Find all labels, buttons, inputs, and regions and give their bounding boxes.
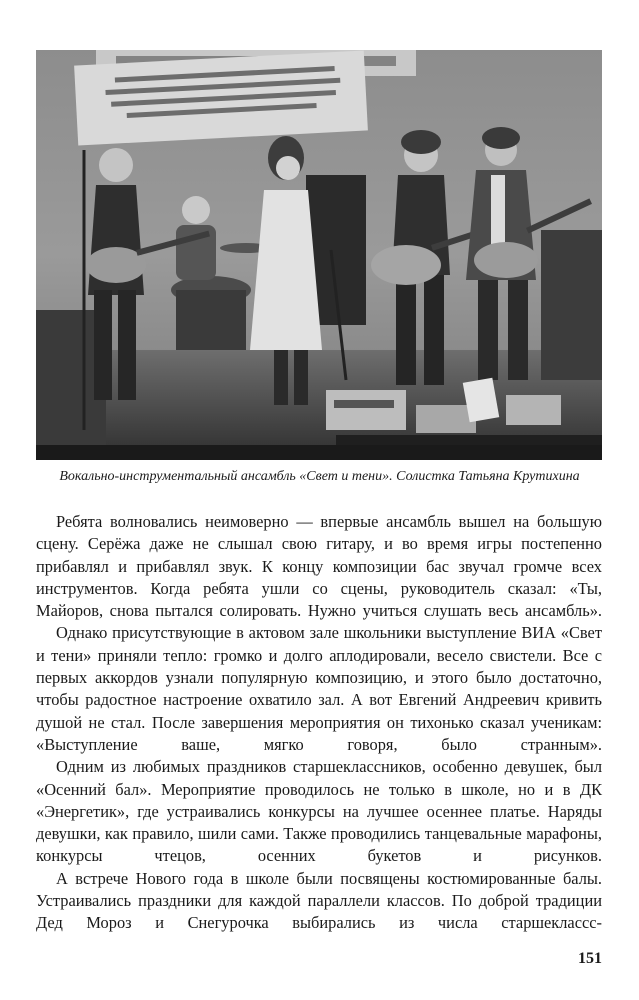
paragraph: А встрече Нового года в школе были посвящены костюмированные балы. Устраивались праздники для каждой параллели классов. По доброй традиции Дед Мороз и Снегурочка выбирались из числа старшеклассс- <box>36 868 602 933</box>
band-photo-illustration <box>36 50 602 460</box>
page-number: 151 <box>578 950 602 967</box>
paragraph: Одним из любимых праздников старшеклассников, особенно девушек, был «Осенний бал». Мероприятие проводилось не только в школе, но и в ДК «Энергетик», где устраивались конкурсы на лучшее осеннее платье. Наряды девушки, как правило, шили сами. Также проводились танцевальные марафоны, конкурсы чтецов, осенних букетов и рисунков. <box>36 757 602 866</box>
photo-caption: Вокально-инструментальный ансамбль «Свет и тени». Солистка Татьяна Крутихина <box>59 469 580 484</box>
paragraph: Однако присутствующие в актовом зале школьники выступление ВИА «Свет и тени» приняли тепло: громко и долго аплодировали, весело свистели. Все с первых аккордов узнали популярную композицию, и этого было достаточно, чтобы радостное настроение охватило зал. А вот Евгений Андреевич кривить душой не стал. После завершения мероприятия он тихонько сказал ученикам: «Выступление ваше, мягко говоря, было странным». <box>36 623 602 754</box>
body-text <box>36 511 602 935</box>
paragraph: Ребята волновались неимоверно — впервые ансамбль вышел на большую сцену. Серёжа даже не слышал свою гитару, и во время игры постепенно прибавлял и прибавлял звук. К концу композиции бас звучал громче всех инструментов. Когда ребята ушли со сцены, руководитель сказал: «Ты, Майоров, снова пытался солировать. Нужно учиться слушать весь ансамбль». <box>36 512 602 621</box>
band-photo <box>36 50 602 460</box>
